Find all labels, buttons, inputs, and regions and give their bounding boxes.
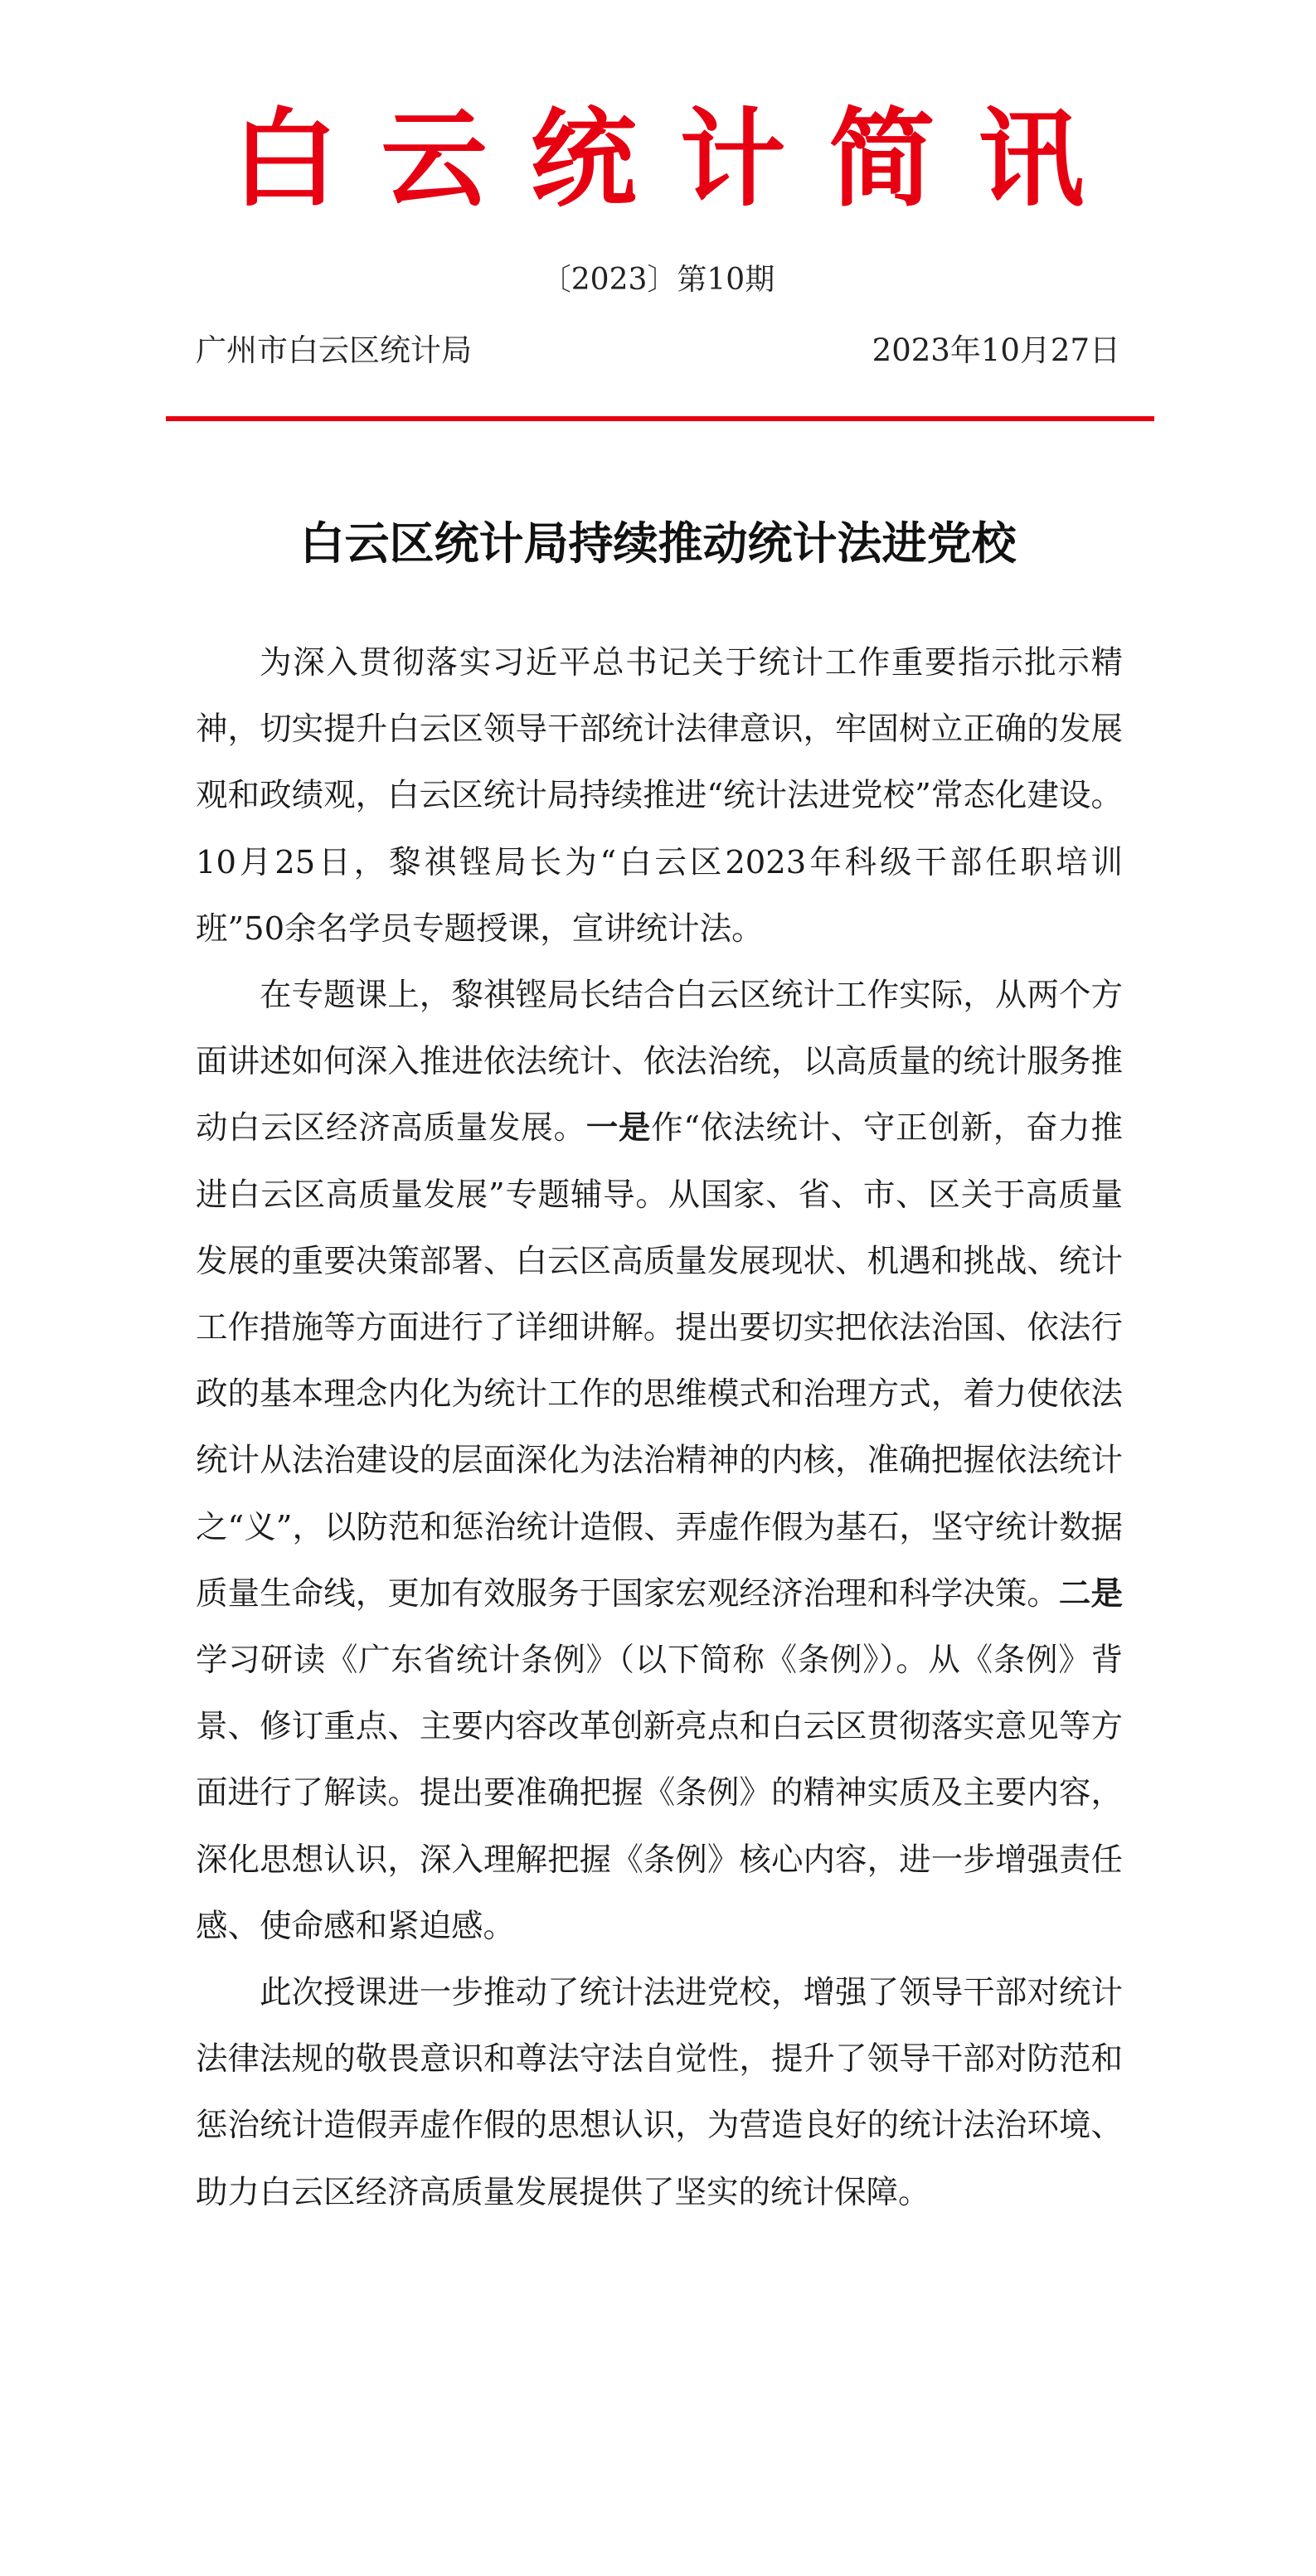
article-body [196,630,1123,2226]
point-two-label: 二是 [1058,1574,1123,1613]
paragraph-2-intro: 在专题课上，黎祺铿局长结合白云区统计工作实际，从两个方面讲述如何深入推进依法统计、依法治统，以高质量的统计服务推动白云区经济高质量发展。 [196,977,1123,1147]
paragraph-2 [196,963,1123,1960]
point-one-text: 作“依法统计、守正创新，奋力推进白云区高质量发展”专题辅导。从国家、省、市、区关于高质量发展的重要决策部署、白云区高质量发展现状、机遇和挑战、统计工作措施等方面进行了详细讲解。提出要切实把依法治国、依法行政的基本理念内化为统计工作的思维模式和治理方式，着力使依法统计从法治建设的层面深化为法治精神的内核，准确把握依法统计之“义”，以防范和惩治统计造假、弄虚作假为基石，坚守统计数据质量生命线，更加有效服务于国家宏观经济治理和科学决策。 [196,1109,1123,1613]
article-headline: 白云区统计局持续推动统计法进党校 [299,517,1017,570]
masthead-title: 白云统计简讯 [231,97,1128,221]
point-two-text: 学习研读《广东省统计条例》（以下简称《条例》）。从《条例》背景、修订重点、主要内容改革创新亮点和白云区贯彻落实意见等方面进行了解读。提出要准确把握《条例》的精神实质及主要内容，深化思想认识，深入理解把握《条例》核心内容，进一步增强责任感、使命感和紧迫感。 [196,1642,1123,1945]
publication-date: 2023年10月27日 [872,332,1120,368]
issuer-name: 广州市白云区统计局 [196,332,472,368]
point-one-label: 一是 [585,1109,652,1147]
paragraph-3: 此次授课进一步推动了统计法进党校，增强了领导干部对统计法律法规的敬畏意识和尊法守法自觉性，提升了领导干部对防范和惩治统计造假弄虚作假的思想认识，为营造良好的统计法治环境、助力白云区经济高质量发展提供了坚实的统计保障。 [196,1974,1123,2211]
paragraph-1: 为深入贯彻落实习近平总书记关于统计工作重要指示批示精神，切实提升白云区领导干部统计法律意识，牢固树立正确的发展观和政绩观，白云区统计局持续推进“统计法进党校”常态化建设。10月25日，黎祺铿局长为“白云区2023年科级干部任职培训班”50余名学员专题授课，宣讲统计法。 [196,644,1123,948]
red-divider [166,416,1154,421]
issue-number: 〔2023〕第10期 [541,263,775,297]
